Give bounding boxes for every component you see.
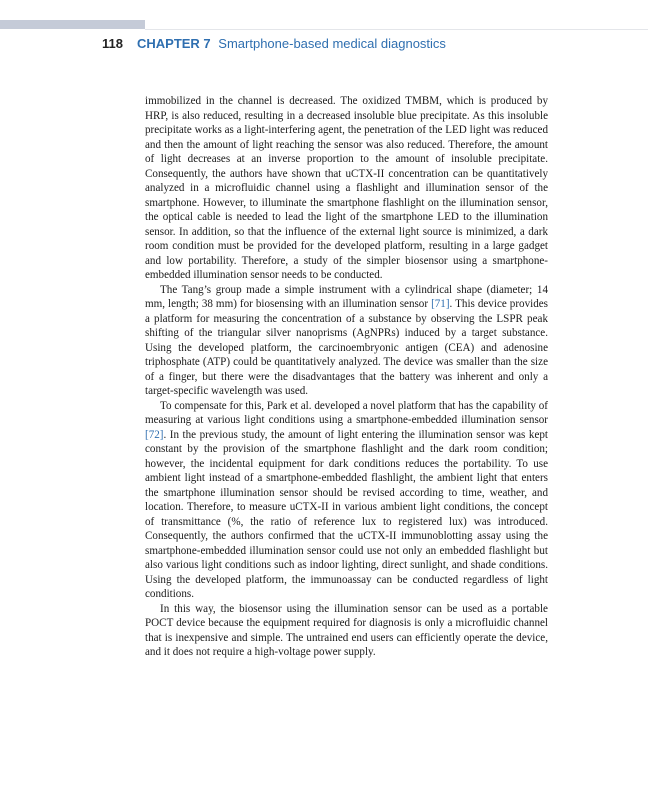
header-rule xyxy=(145,29,648,30)
page-number: 118 xyxy=(102,36,123,51)
citation-link-72[interactable]: [72] xyxy=(145,428,164,441)
header-accent-bar xyxy=(0,20,145,29)
paragraph-2-text-after: . This device provides a platform for measuring the concentration of a substance by observing the LSPR peak shifting of the triangular silver nanoprisms (AgNPRs) induced by a target substance. Using the developed platform, the carcinoembryonic antigen (CEA) and adenosine triphosphate (ATP) could be quantitatively analyzed. The device was smaller than the size of a finger, but there were the disadvantages that the battery was inherent and only a target-specific wavelength was used. xyxy=(145,298,548,397)
paragraph-2-text-before: The Tang’s group made a simple instrument with a cylindrical shape (diameter; 14 mm, length; 38 mm) for biosensing with an illumination sensor xyxy=(145,283,548,310)
citation-link-71[interactable]: [71] xyxy=(431,298,450,310)
paragraph-4: In this way, the biosensor using the illumination sensor can be used as a portable POCT device because the equipment required for diagnosis is only a microfluidic channel that is inexpensive and simple. The untrained end users can efficiently operate the device, and it does not require a high-voltage power supply. xyxy=(145,602,548,658)
running-header xyxy=(102,35,446,53)
paragraph-3 xyxy=(145,399,548,602)
chapter-title: Smartphone-based medical diagnostics xyxy=(218,36,446,51)
body-text xyxy=(145,94,548,660)
paragraph-3-text-before: To compensate for this, Park et al. developed a novel platform that has the capability of measuring at various light conditions using a smartphone-embedded illumination sensor xyxy=(145,399,548,426)
paragraph-1: immobilized in the channel is decreased. The oxidized TMBM, which is produced by HRP, is also reduced, resulting in a decreased insoluble blue precipitate. As this insoluble precipitate works as a light-interfering agent, the penetration of the LED light was reduced and then the amount of light reaching the sensor was also reduced. Therefore, the amount of light decreases at an inverse proportion to the amount of insoluble precipitate. Consequently, the authors have shown that uCTX-II concentration can be quantitatively analyzed in a microfluidic channel using a flashlight and illumination sensor of the smartphone. However, to illuminate the smartphone flashlight on the illumination sensor, the optical cable is needed to lead the light of the smartphone LED to the illumination sensor. In addition, so that the influence of the external light source is minimized, a dark room condition must be provided for the developed platform, resulting in a large gadget and low portability. Therefore, a study of the simpler biosensor using a smartphone-embedded illumination sensor needs to be conducted. xyxy=(145,95,548,281)
chapter-label: CHAPTER 7 xyxy=(136,36,211,51)
paragraph-2 xyxy=(145,283,548,399)
paragraph-3-text-after: . In the previous study, the amount of light entering the illumination sensor was kept constant by the provision of the smartphone flashlight and the dark room condition; however, the incidental equipment for dark conditions reduces the portability. To use ambient light instead of a smartphone-embedded flashlight, the ambient light that enters the smartphone illumination sensor should be revised according to time, weather, and location. Therefore, to measure uCTX-II in various ambient light conditions, the concept of transmittance (%, the ratio of reference lux to registered lux) was introduced. Consequently, the authors confirmed that the uCTX-II immunoblotting assay using the smartphone-embedded illumination sensor could use not only an embedded flashlight but also various light conditions such as indoor lighting, direct sunlight, and shade conditions. Using the developed platform, the immunoassay can be conducted regardless of light conditions. xyxy=(145,428,548,600)
